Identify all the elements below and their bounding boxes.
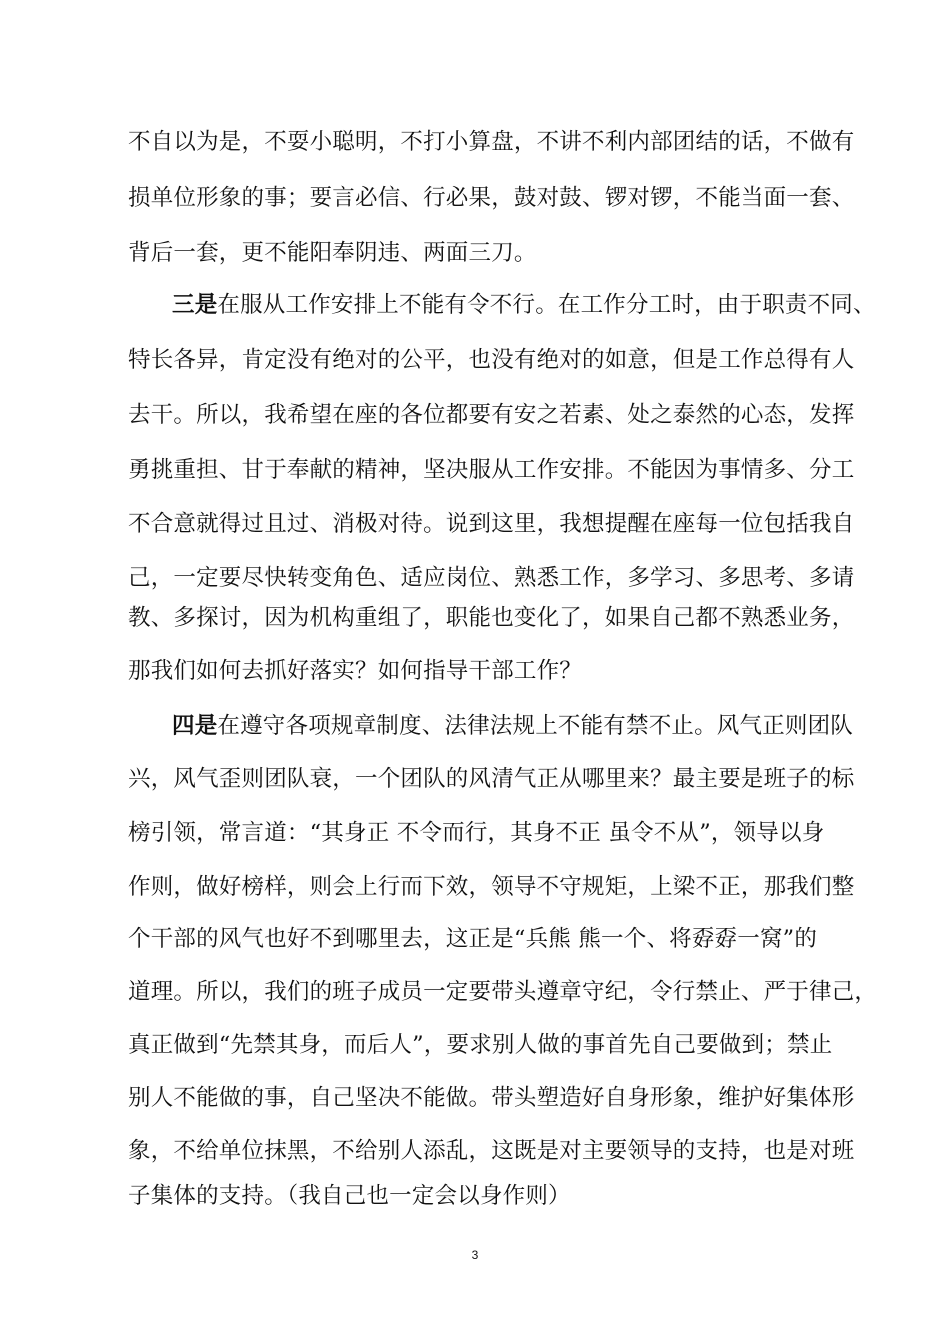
paragraph-1-line-3: 背后一套，更不能阳奉阴违、两面三刀。 bbox=[128, 240, 537, 266]
paragraph-3-line-5: 个干部的风气也好不到哪里去，这正是“兵熊 熊一个、将孬孬一窝”的 bbox=[128, 926, 818, 952]
paragraph-2-line-7: 教、多探讨，因为机构重组了，职能也变化了，如果自己都不熟悉业务， bbox=[128, 605, 855, 631]
paragraph-2-lead: 三是 bbox=[172, 292, 218, 318]
paragraph-2-line-2: 特长各异，肯定没有绝对的公平，也没有绝对的如意，但是工作总得有人 bbox=[128, 347, 855, 373]
paragraph-3-line-1 bbox=[172, 711, 853, 741]
paragraph-1-line-1: 不自以为是，不耍小聪明，不打小算盘，不讲不利内部团结的话，不做有 bbox=[128, 129, 855, 155]
paragraph-3-line-3: 榜引领，常言道：“其身正 不令而行，其身不正 虽令不从”，领导以身 bbox=[128, 820, 825, 846]
paragraph-1-line-2: 损单位形象的事；要言必信、行必果，鼓对鼓、锣对锣，不能当面一套、 bbox=[128, 185, 855, 211]
paragraph-3-line-10: 子集体的支持。（我自己也一定会以身作则） bbox=[128, 1183, 571, 1209]
paragraph-3-line-7: 真正做到“先禁其身，而后人”，要求别人做的事首先自己要做到；禁止 bbox=[128, 1032, 833, 1058]
paragraph-2-line-1-text: 在服从工作安排上不能有令不行。在工作分工时，由于职责不同、 bbox=[217, 292, 876, 318]
paragraph-3-line-8: 别人不能做的事，自己坚决不能做。带头塑造好自身形象，维护好集体形 bbox=[128, 1085, 855, 1111]
paragraph-2-line-3: 去干。所以，我希望在座的各位都要有安之若素、处之泰然的心态，发挥 bbox=[128, 402, 855, 428]
paragraph-2-line-8: 那我们如何去抓好落实？如何指导干部工作？ bbox=[128, 658, 583, 684]
paragraph-2-line-4: 勇挑重担、甘于奉献的精神，坚决服从工作安排。不能因为事情多、分工 bbox=[128, 457, 855, 483]
paragraph-3-line-2: 兴，风气歪则团队衰，一个团队的风清气正从哪里来？最主要是班子的标 bbox=[128, 766, 855, 792]
paragraph-2-line-6: 己，一定要尽快转变角色、适应岗位、熟悉工作，多学习、多思考、多请 bbox=[128, 565, 855, 591]
paragraph-3-lead: 四是 bbox=[172, 713, 218, 739]
paragraph-3-line-4: 作则，做好榜样，则会上行而下效，领导不守规矩，上梁不正，那我们整 bbox=[128, 874, 855, 900]
paragraph-3-line-9: 象，不给单位抹黑，不给别人添乱，这既是对主要领导的支持，也是对班 bbox=[128, 1138, 855, 1164]
paragraph-2-line-1 bbox=[172, 290, 876, 320]
page-number: 3 bbox=[471, 1248, 479, 1262]
paragraph-3-line-6: 道理。所以，我们的班子成员一定要带头遵章守纪，令行禁止、严于律己， bbox=[128, 979, 878, 1005]
paragraph-2-line-5: 不合意就得过且过、消极对待。说到这里，我想提醒在座每一位包括我自 bbox=[128, 511, 855, 537]
paragraph-3-line-1-text: 在遵守各项规章制度、法律法规上不能有禁不止。风气正则团队 bbox=[217, 713, 854, 739]
